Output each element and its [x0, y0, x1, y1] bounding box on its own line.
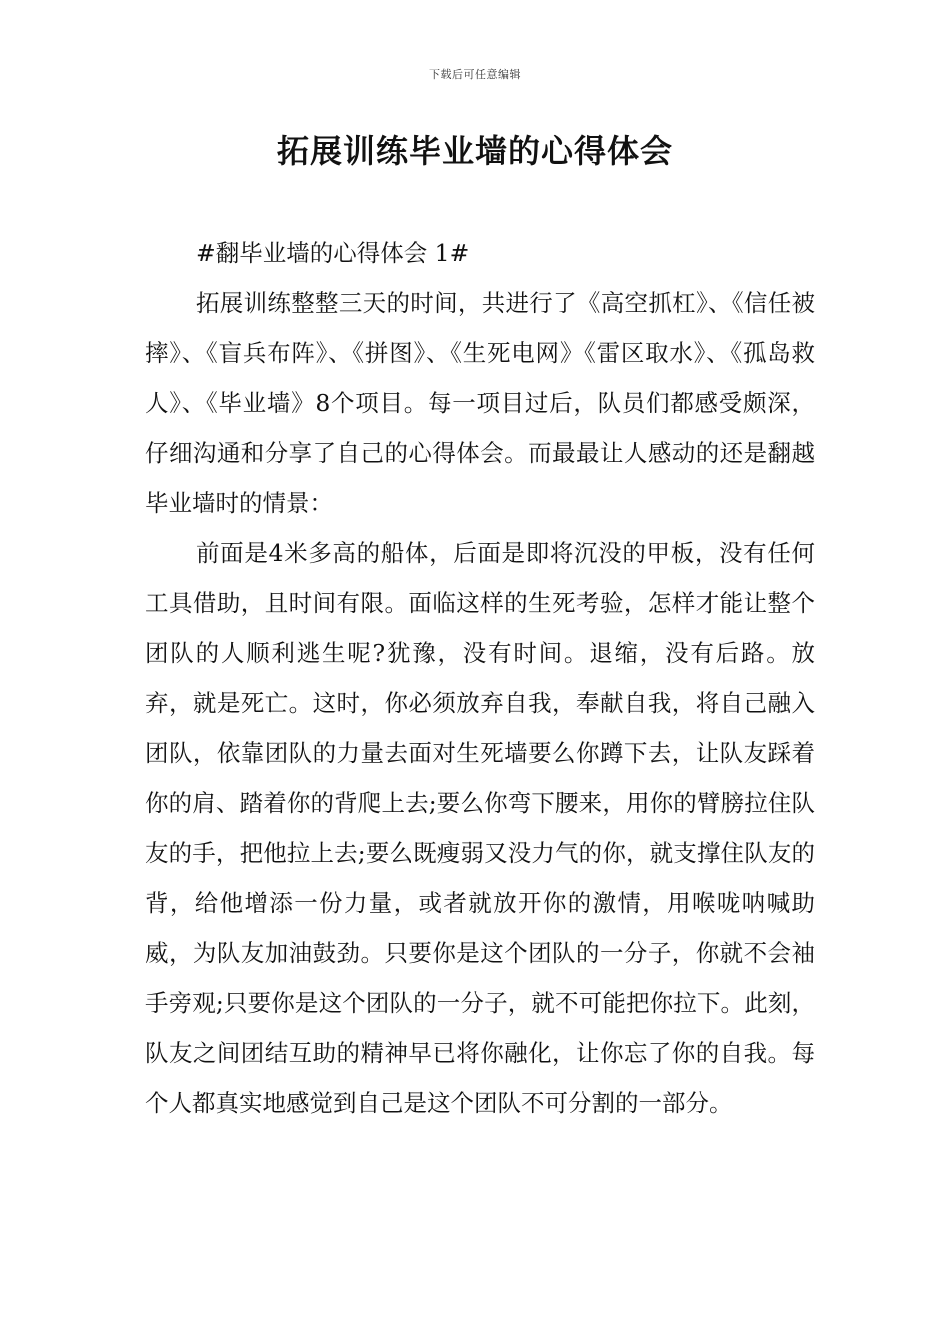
paragraph-1: 拓展训练整整三天的时间，共进行了《高空抓杠》、《信任被摔》、《盲兵布阵》、《拼图》、《生死电网》《雷区取水》、《孤岛救人》、《毕业墙》8个项目。每一项目过后，队员们都感受颇深，仔细沟通和分享了自己的心得体会。而最最让人感动的还是翻越毕业墙时的情景：	[145, 289, 815, 517]
document-body	[145, 228, 815, 1128]
document-title: 拓展训练毕业墙的心得体会	[276, 132, 673, 170]
section-heading: #翻毕业墙的心得体会 1#	[196, 239, 470, 267]
header-note: 下载后可任意编辑	[429, 68, 521, 81]
paragraph-2: 前面是4米多高的船体，后面是即将沉没的甲板，没有任何工具借助，且时间有限。面临这样的生死考验，怎样才能让整个团队的人顺利逃生呢?犹豫，没有时间。退缩，没有后路。放弃，就是死亡。这时，你必须放弃自我，奉献自我，将自己融入团队，依靠团队的力量去面对生死墙要么你蹲下去，让队友踩着你的肩、踏着你的背爬上去;要么你弯下腰来，用你的臂膀拉住队友的手，把他拉上去;要么既瘦弱又没力气的你，就支撑住队友的背，给他增添一份力量，或者就放开你的激情，用喉咙呐喊助威，为队友加油鼓劲。只要你是这个团队的一分子，你就不会袖手旁观;只要你是这个团队的一分子，就不可能把你拉下。此刻，队友之间团结互助的精神早已将你融化，让你忘了你的自我。每个人都真实地感觉到自己是这个团队不可分割的一部分。	[145, 539, 815, 1117]
